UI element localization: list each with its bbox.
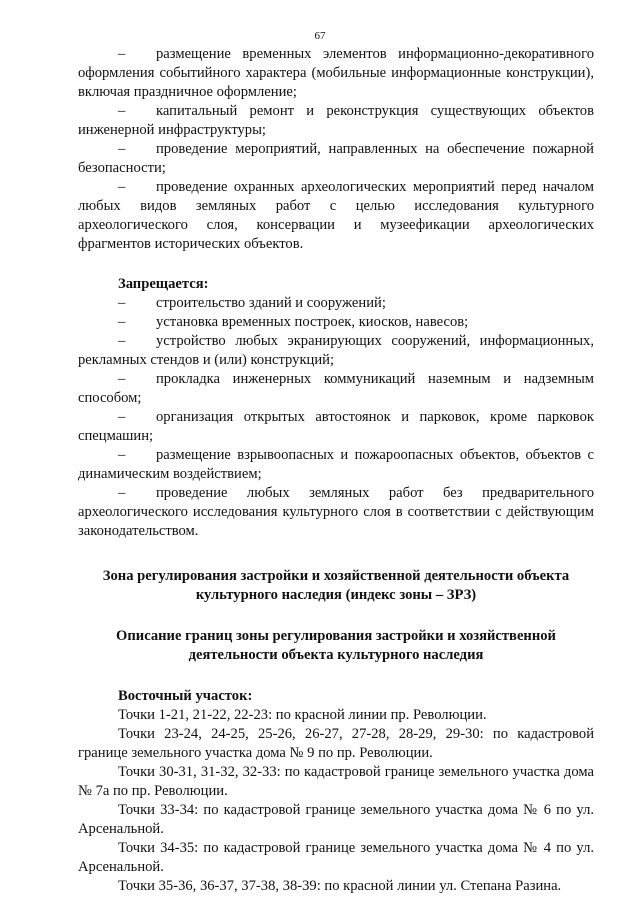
boundary-title: Описание границ зоны регулирования застройки и хозяйственной деятельности объекта культурного наследия (116, 628, 556, 663)
list-item: – капитальный ремонт и реконструкция существующих объектов инженерной инфраструктуры; (78, 102, 594, 140)
list-item: – строительство зданий и сооружений; (78, 294, 594, 313)
document-body (78, 45, 594, 896)
boundary-point: Точки 33-34: по кадастровой границе земельного участка дома № 6 по ул. Арсенальной. (78, 802, 594, 837)
boundary-point: Точки 1-21, 21-22, 22-23: по красной линии пр. Революции. (118, 707, 487, 723)
boundary-point: Точки 23-24, 24-25, 25-26, 26-27, 27-28, 28-29, 29-30: по кадастровой границе земельного участка дома № 9 по пр. Революции. (78, 726, 594, 761)
boundary-point: Точки 35-36, 36-37, 37-38, 38-39: по красной линии ул. Степана Разина. (118, 878, 562, 894)
boundary-point: Точки 30-31, 31-32, 32-33: по кадастровой границе земельного участка дома № 7а по пр. Революции. (78, 764, 594, 799)
list-item: – устройство любых экранирующих сооружений, информационных, рекламных стендов и (или) конструкций; (78, 332, 594, 370)
list-item: – установка временных построек, киосков, навесов; (78, 313, 594, 332)
page-number: 67 (314, 30, 326, 42)
list-item: – проведение любых земляных работ без предварительного археологического исследования культурного слоя в соответствии с действующим законодательством. (78, 484, 594, 541)
east-section-heading: Восточный участок: (118, 688, 253, 704)
prohibited-heading: Запрещается: (118, 276, 209, 292)
list-item: – организация открытых автостоянок и парковок, кроме парковок спецмашин; (78, 408, 594, 446)
list-item: – размещение взрывоопасных и пожароопасных объектов, объектов с динамическим воздействием; (78, 446, 594, 484)
list-item: – проведение охранных археологических мероприятий перед началом любых видов земляных работ с целью исследования культурного археологического слоя, консервации и музеефикации археологических фрагментов исторических объектов. (78, 178, 594, 254)
list-item: – размещение временных элементов информационно-декоративного оформления событийного характера (мобильные информационные конструкции), включая праздничное оформление; (78, 45, 594, 102)
list-item: – прокладка инженерных коммуникаций наземным и надземным способом; (78, 370, 594, 408)
list-item: – проведение мероприятий, направленных на обеспечение пожарной безопасности; (78, 140, 594, 178)
zone-title: Зона регулирования застройки и хозяйственной деятельности объекта культурного наследия (индекс зоны – ЗРЗ) (102, 568, 570, 603)
boundary-point: Точки 34-35: по кадастровой границе земельного участка дома № 4 по ул. Арсенальной. (78, 840, 594, 875)
